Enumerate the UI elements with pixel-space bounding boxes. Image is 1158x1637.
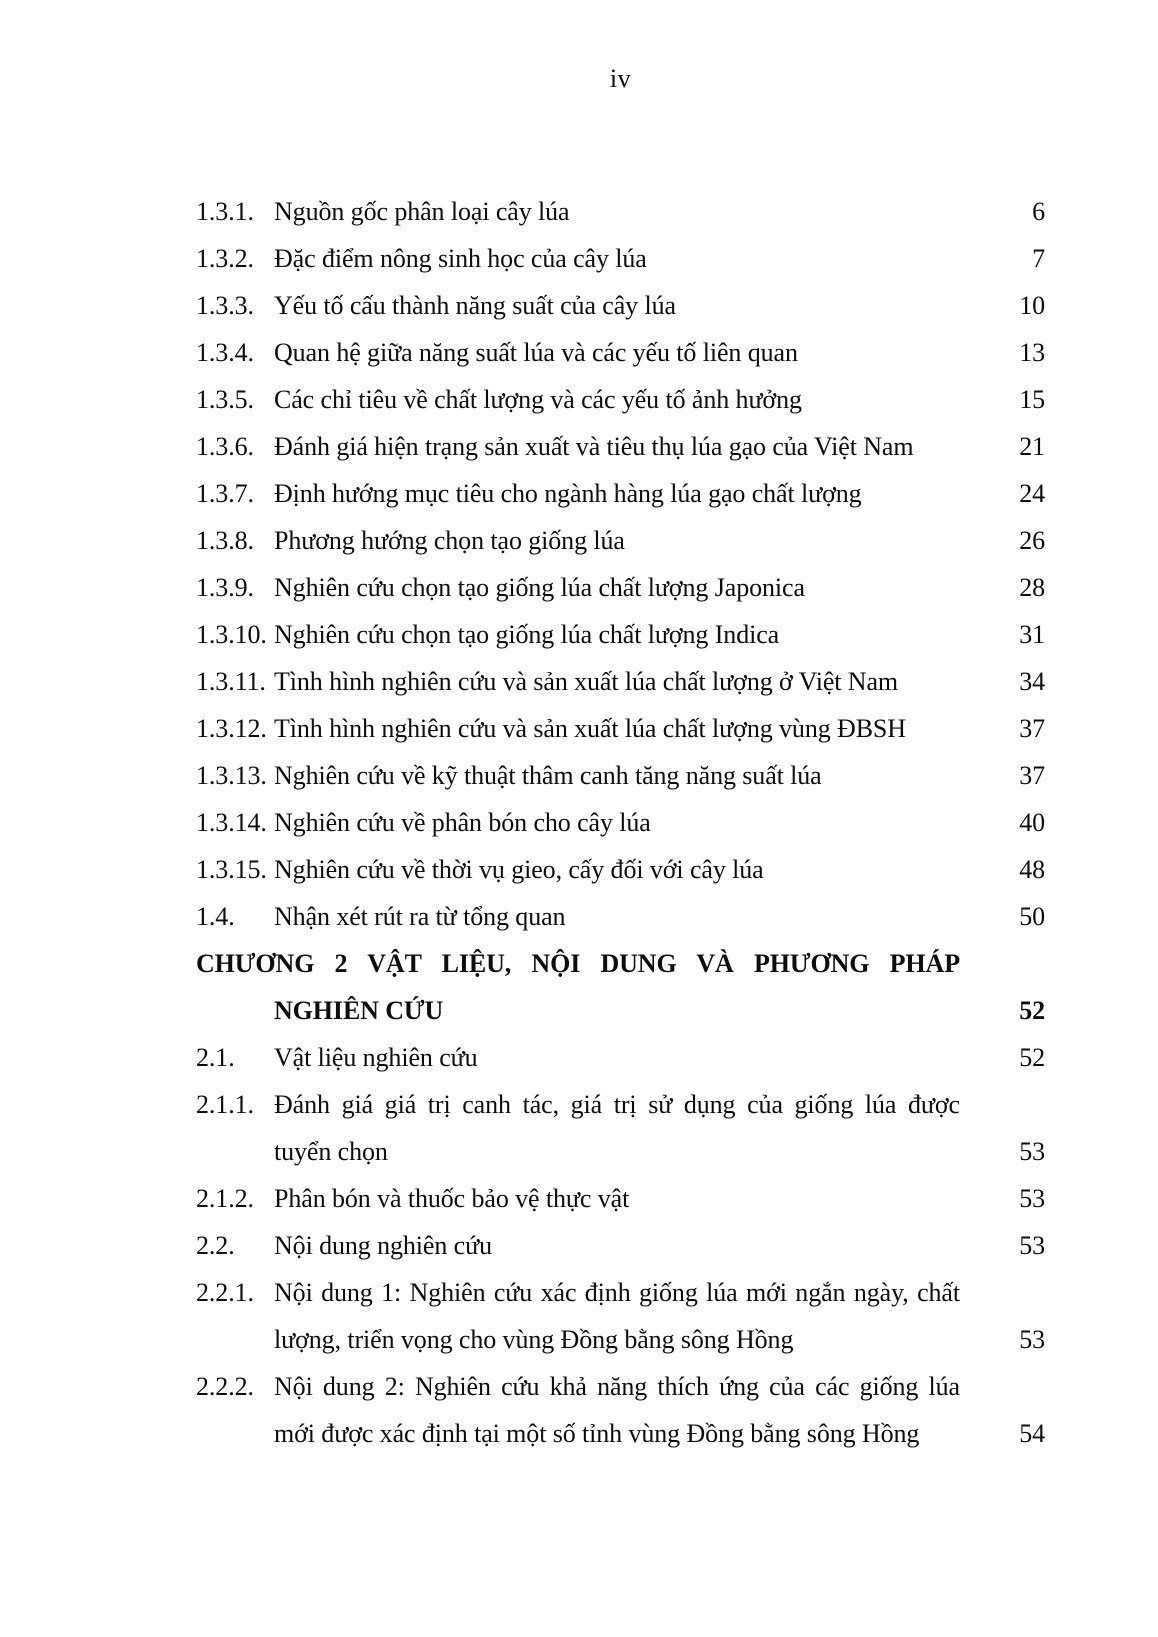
toc-entry-line1: Nội dung 1: Nghiên cứu xác định giống lúa mới ngắn ngày, chất <box>274 1278 960 1307</box>
toc-entry-page: 34 <box>1019 667 1045 696</box>
toc-entry-title <box>196 940 960 1034</box>
toc-entry-title: Nghiên cứu về phân bón cho cây lúa <box>274 808 651 837</box>
toc-entry-title: Phân bón và thuốc bảo vệ thực vật <box>274 1184 630 1213</box>
toc-entry-title: Vật liệu nghiên cứu <box>274 1043 478 1072</box>
toc-entry-title: Tình hình nghiên cứu và sản xuất lúa chất lượng ở Việt Nam <box>274 667 899 696</box>
toc-entry <box>196 188 1045 235</box>
toc-entry-line2: mới được xác định tại một số tỉnh vùng Đồng bằng sông Hồng <box>274 1419 920 1448</box>
toc-entry-number: 1.3.14. <box>196 808 267 837</box>
toc-entry-number: 1.3.10. <box>196 620 267 649</box>
toc-entry <box>196 1034 1045 1081</box>
toc-entry-number: 2.2.2. <box>196 1372 254 1401</box>
toc-entry <box>196 470 1045 517</box>
toc-entry-page: 53 <box>1019 1231 1045 1260</box>
toc-entry-number: 1.3.1. <box>196 197 254 226</box>
toc-entry-title: Đặc điểm nông sinh học của cây lúa <box>274 244 647 273</box>
toc-entry-title: Yếu tố cấu thành năng suất của cây lúa <box>274 291 676 320</box>
toc-entry-number: 1.4. <box>196 902 235 931</box>
toc-entry-page: 37 <box>1019 761 1045 790</box>
toc-entry-page: 28 <box>1019 573 1045 602</box>
toc-entry-title <box>274 1081 960 1175</box>
toc-entry-page: 54 <box>1019 1419 1045 1448</box>
toc-entry-line1: Nội dung 2: Nghiên cứu khả năng thích ứng của các giống lúa <box>274 1372 960 1401</box>
toc-entry <box>196 564 1045 611</box>
toc-entry <box>196 799 1045 846</box>
toc-chapter-entry <box>196 940 1045 1034</box>
toc-entry-page: 53 <box>1019 1325 1045 1354</box>
toc-entry-title <box>274 1363 960 1457</box>
toc-entry-title: Nghiên cứu chọn tạo giống lúa chất lượng Indica <box>274 620 780 649</box>
toc-entry-number: 1.3.4. <box>196 338 254 367</box>
toc-entry-page: 50 <box>1019 902 1045 931</box>
toc-entry-line2: lượng, triển vọng cho vùng Đồng bằng sông Hồng <box>274 1325 794 1354</box>
toc-entry <box>196 423 1045 470</box>
table-of-contents <box>196 188 1045 1457</box>
toc-entry-page: 13 <box>1019 338 1045 367</box>
toc-entry <box>196 517 1045 564</box>
toc-entry-number: 2.1.1. <box>196 1090 254 1119</box>
toc-entry-title: Nguồn gốc phân loại cây lúa <box>274 197 570 226</box>
toc-entry-number: 1.3.11. <box>196 667 266 696</box>
toc-entry-number: 1.3.3. <box>196 291 254 320</box>
toc-entry-line1: Đánh giá giá trị canh tác, giá trị sử dụng của giống lúa được <box>274 1090 960 1119</box>
toc-entry-number: 1.3.12. <box>196 714 267 743</box>
toc-entry <box>196 1363 1045 1457</box>
toc-entry-title: Phương hướng chọn tạo giống lúa <box>274 526 625 555</box>
toc-entry-page: 52 <box>1019 1043 1045 1072</box>
toc-chapter-line1: CHƯƠNG 2 VẬT LIỆU, NỘI DUNG VÀ PHƯƠNG PHÁP <box>196 949 960 978</box>
toc-entry-page: 10 <box>1019 291 1045 320</box>
toc-entry-page: 21 <box>1019 432 1045 461</box>
toc-entry-title: Các chỉ tiêu về chất lượng và các yếu tố ảnh hưởng <box>274 385 802 414</box>
toc-entry-title: Nghiên cứu chọn tạo giống lúa chất lượng Japonica <box>274 573 805 602</box>
toc-entry-page: 6 <box>1032 197 1045 226</box>
toc-entry-page: 48 <box>1019 855 1045 884</box>
toc-entry-title: Nội dung nghiên cứu <box>274 1231 492 1260</box>
toc-entry-number: 1.3.5. <box>196 385 254 414</box>
toc-entry-line2: tuyển chọn <box>274 1137 388 1166</box>
toc-entry-page: 26 <box>1019 526 1045 555</box>
toc-entry-page: 40 <box>1019 808 1045 837</box>
toc-entry <box>196 1222 1045 1269</box>
page-number: iv <box>609 64 632 93</box>
toc-entry-number: 1.3.8. <box>196 526 254 555</box>
toc-entry <box>196 282 1045 329</box>
toc-entry-number: 2.2. <box>196 1231 235 1260</box>
toc-entry-number: 2.1.2. <box>196 1184 254 1213</box>
toc-entry <box>196 658 1045 705</box>
toc-entry <box>196 235 1045 282</box>
toc-entry-page: 31 <box>1019 620 1045 649</box>
toc-entry <box>196 1081 1045 1175</box>
toc-entry-number: 2.2.1. <box>196 1278 254 1307</box>
toc-entry-page: 37 <box>1019 714 1045 743</box>
toc-entry-number: 1.3.13. <box>196 761 267 790</box>
toc-entry <box>196 705 1045 752</box>
toc-entry-title: Nghiên cứu về thời vụ gieo, cấy đối với cây lúa <box>274 855 764 884</box>
toc-entry <box>196 846 1045 893</box>
toc-entry-page: 7 <box>1032 244 1045 273</box>
toc-entry-page: 53 <box>1019 1184 1045 1213</box>
toc-entry <box>196 1269 1045 1363</box>
toc-chapter-line2: NGHIÊN CỨU <box>274 996 444 1025</box>
toc-entry-number: 1.3.15. <box>196 855 267 884</box>
toc-entry <box>196 376 1045 423</box>
toc-entry-title: Nghiên cứu về kỹ thuật thâm canh tăng năng suất lúa <box>274 761 822 790</box>
toc-entry-title: Nhận xét rút ra từ tổng quan <box>274 902 566 931</box>
toc-entry <box>196 893 1045 940</box>
toc-entry-page: 15 <box>1019 385 1045 414</box>
toc-entry-number: 2.1. <box>196 1043 235 1072</box>
toc-entry-title <box>274 1269 960 1363</box>
toc-entry-number: 1.3.6. <box>196 432 254 461</box>
toc-entry-title: Định hướng mục tiêu cho ngành hàng lúa gạo chất lượng <box>274 479 862 508</box>
toc-entry <box>196 611 1045 658</box>
toc-entry <box>196 329 1045 376</box>
toc-entry <box>196 752 1045 799</box>
toc-entry-number: 1.3.2. <box>196 244 254 273</box>
toc-entry-page: 52 <box>1019 996 1045 1025</box>
toc-entry-number: 1.3.9. <box>196 573 254 602</box>
toc-entry-title: Tình hình nghiên cứu và sản xuất lúa chất lượng vùng ĐBSH <box>274 714 906 743</box>
toc-entry-page: 24 <box>1019 479 1045 508</box>
toc-entry <box>196 1175 1045 1222</box>
toc-entry-title: Đánh giá hiện trạng sản xuất và tiêu thụ lúa gạo của Việt Nam <box>274 432 914 461</box>
toc-entry-page: 53 <box>1019 1137 1045 1166</box>
toc-entry-title: Quan hệ giữa năng suất lúa và các yếu tố liên quan <box>274 338 798 367</box>
toc-entry-number: 1.3.7. <box>196 479 254 508</box>
